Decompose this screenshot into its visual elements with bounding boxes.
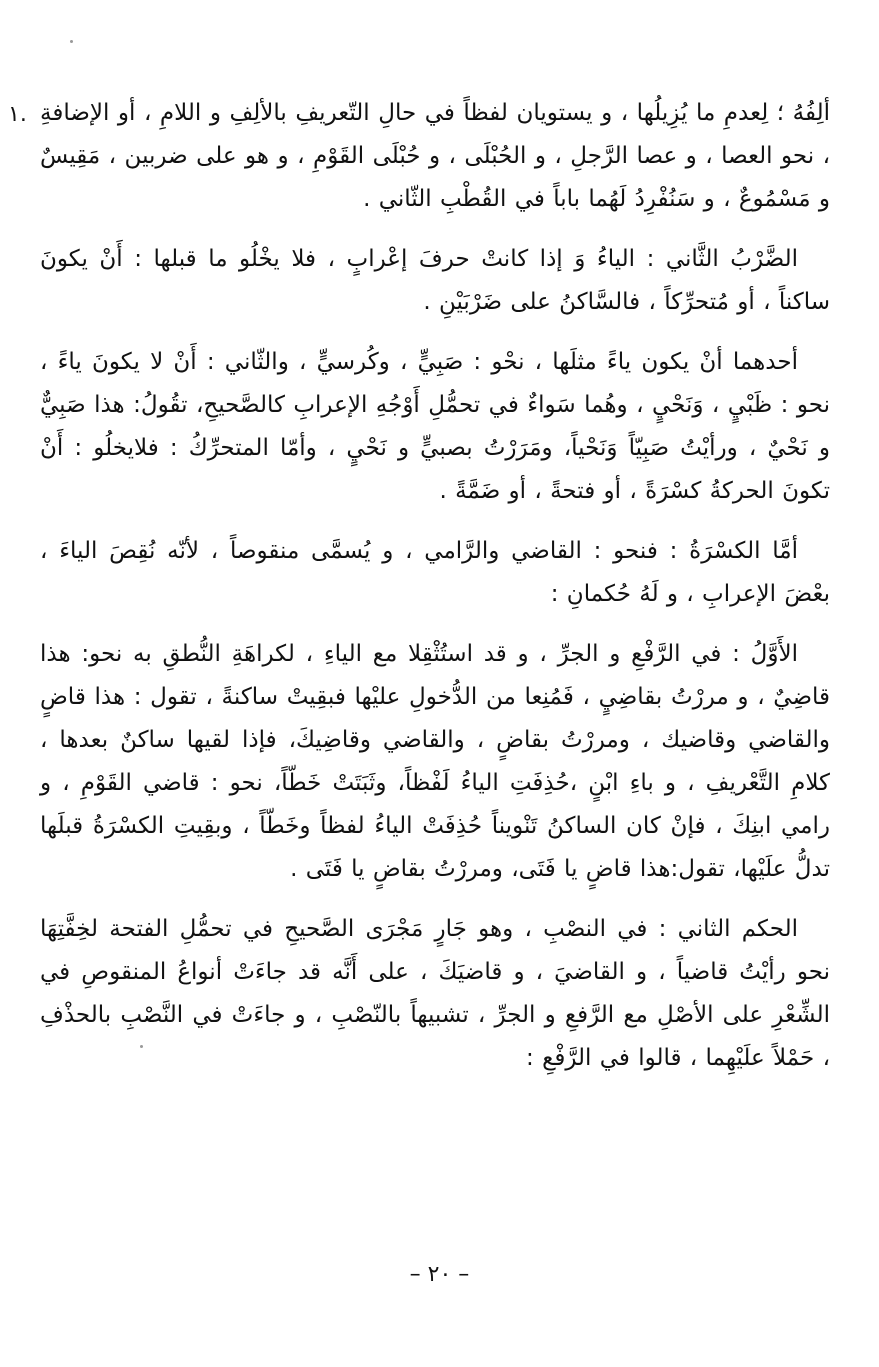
margin-line-number: ١. xyxy=(8,102,27,127)
paragraph: ألِفُهُ ؛ لِعدمِ ما يُزِيلُها ، و يستويان لفظاً في حالِ التّعريفِ بالألِفِ و اللامِ ، أو الإضافةِ ، نحو العصا ، و عصا الرَّجلِ ، و الحُبْلَى ، و حُبْلَى القَوْمِ ، و هو على ضربين ، مَقِيسٌ و مَسْمُوعٌ ، و سَنُفْرِدُ لَهُما باباً في القُطْبِ الثّاني . xyxy=(40,100,830,212)
paragraph: الضَّرْبُ الثَّاني : الياءُ وَ إذا كانتْ حرفَ إعْرابٍ ، فلا يخْلُو ما قبلها : أَنْ يكونَ ساكناً ، أو مُتحرِّكاً ، فالسَّاكنُ على ضَرْبَيْنِ . xyxy=(40,246,830,315)
scan-speck xyxy=(140,1045,143,1048)
paragraph: أحدهما أنْ يكون ياءً مثلَها ، نحْو : صَبِيٍّ ، وكُرسيٍّ ، والثّاني : أَنْ لا يكونَ ياءً ، نحو : ظَبْيٍ ، وَنَحْيٍ ، وهُما سَواءٌ في تحمُّلِ أَوْجُهِ الإعرابِ كالصَّحيحِ، تقُولُ: هذا صَبِيٌّ و نَحْيٌ ، ورأيْتُ صَبِيّاً وَنَحْياً، ومَرَرْتُ بصبيٍّ و نَحْيٍ ، وأمّا المتحرِّكُ : فلايخلُو : أَنْ تكونَ الحركةُ كسْرَةً ، أو فتحةً ، أو ضَمَّةً . xyxy=(40,349,830,504)
paragraph: الحكم الثاني : في النصْبِ ، وهو جَارٍ مَجْرَى الصَّحيحِ في تحمُّلِ الفتحة لخِفَّتِهَا نحو رأيْتُ قاضياً ، و القاضيَ ، و قاضيَكَ ، على أَنَّه قد جاءَتْ أنواعُ المنقوصِ في الشِّعْرِ على الأصْلِ مع الرَّفعِ و الجرِّ ، تشبيهاً بالنّصْبِ ، و جاءَتْ في النَّصْبِ بالحذْفِ ، حَمْلاً علَيْهِما ، قالوا في الرَّفْعِ : xyxy=(40,916,830,1071)
scan-speck xyxy=(70,40,73,43)
page-number: – ٢٠ – xyxy=(409,1262,470,1287)
paragraph: أمَّا الكسْرَةُ : فنحو : القاضي والرَّامي ، و يُسمَّى منقوصاً ، لأنّه نُقِصَ الياءَ ، بعْضَ الإعرابِ ، و لَهُ حُكمانِ : xyxy=(40,538,830,607)
page-text-body xyxy=(40,92,830,1080)
paragraph: الأَوَّلُ : في الرَّفْعِ و الجرِّ ، و قد استُثْقِلا مع الياءِ ، لكراهَةِ النُّطقِ به نحو: هذا قاضِيٌ ، و مررْتُ بقاضِيٍ ، فَمُنِعا من الدُّخولِ عليْها فبقِيتْ ساكنةً ، تقول : هذا قاضٍ والقاضي وقاضيك ، ومررْتُ بقاضٍ ، والقاضي وقاضِيكَ، فإذا لقيها ساكنٌ بعدها ، كلامِ التَّعْريفِ ، و باءِ ابْنٍ ،حُذِفَتِ الياءُ لَفْظاً، وثَبَتَتْ خَطّاً، نحو : قاضي القَوْمِ ، و رامي ابنِكَ ، فإنْ كان الساكنُ تَنْويناً حُذِفَتْ الياءُ لفظاً وخَطّاً ، وبقِيتِ الكسْرَةُ قبلَها تدلُّ علَيْها، تقول:هذا قاضٍ يا فَتَى، ومررْتُ بقاضٍ يا فَتَى . xyxy=(40,641,830,882)
